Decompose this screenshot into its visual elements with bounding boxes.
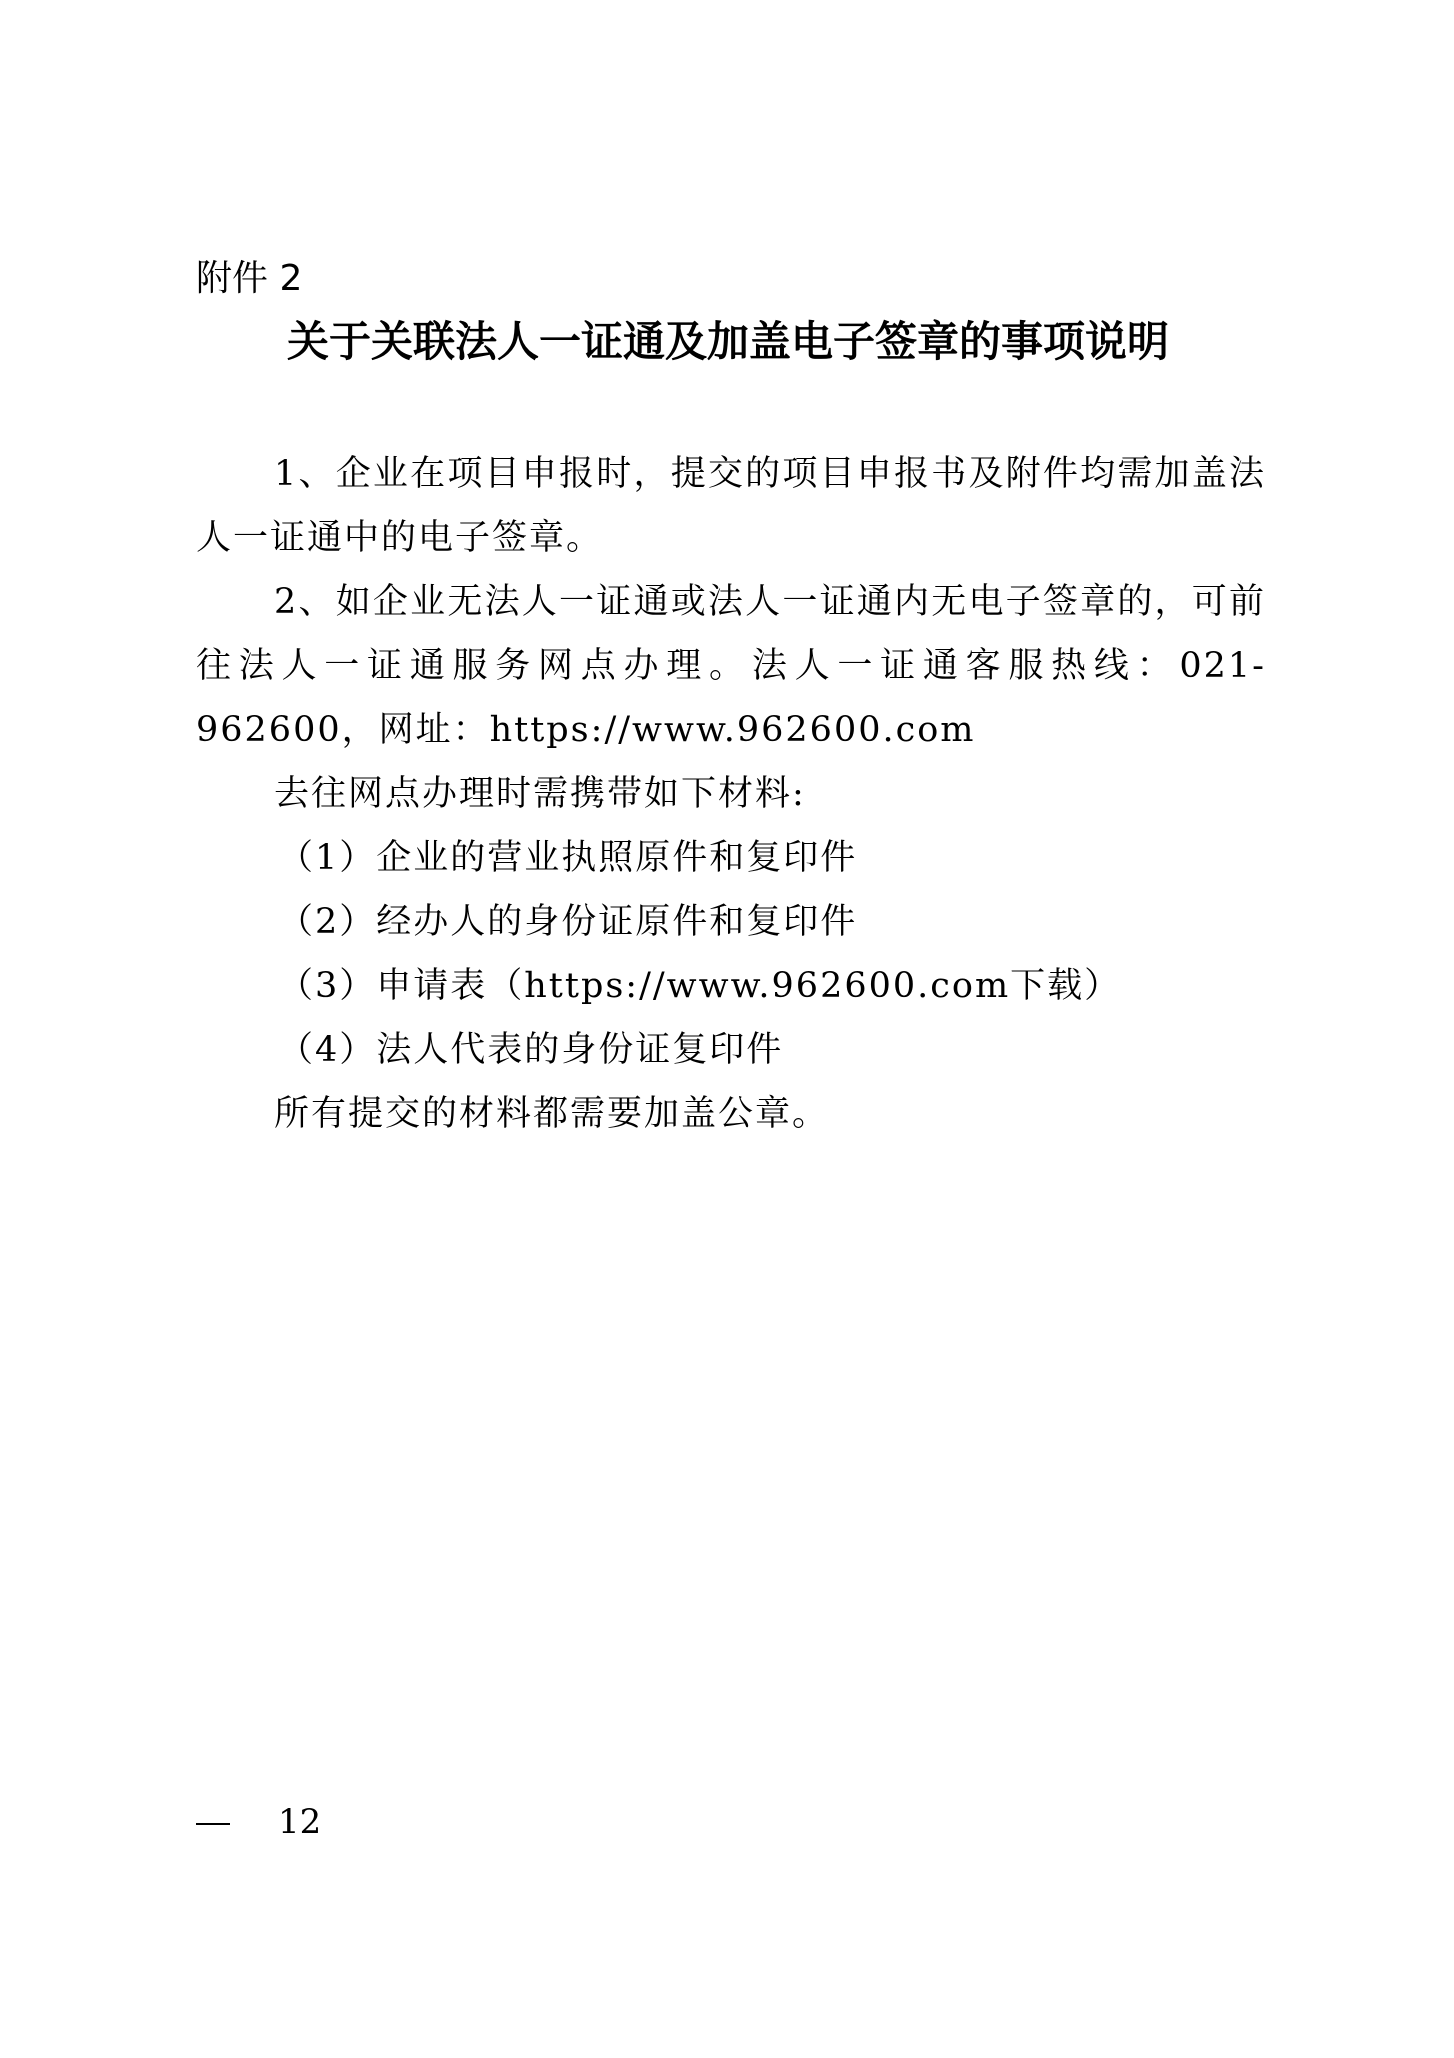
attachment-label: 附件 2 bbox=[196, 258, 303, 299]
footer-dash bbox=[196, 1823, 230, 1825]
material-item-1: （1）企业的营业执照原件和复印件 bbox=[278, 838, 858, 878]
closing-note: 所有提交的材料都需要加盖公章。 bbox=[274, 1094, 830, 1134]
paragraph-2: 2、如企业无法人一证通或法人一证通内无电子签章的，可前往法人一证通服务网点办理。法人一证通客服热线：021-962600，网址：https://www.962600.com bbox=[196, 582, 1266, 750]
material-item-2: （2）经办人的身份证原件和复印件 bbox=[278, 902, 858, 942]
page-number: 12 bbox=[278, 1802, 322, 1842]
document-title: 关于关联法人一证通及加盖电子签章的事项说明 bbox=[286, 317, 1169, 366]
paragraph-1: 1、企业在项目申报时，提交的项目申报书及附件均需加盖法人一证通中的电子签章。 bbox=[196, 454, 1266, 558]
document-body bbox=[196, 442, 1266, 1146]
materials-intro: 去往网点办理时需携带如下材料: bbox=[274, 774, 806, 814]
material-item-3: （3）申请表（https://www.962600.com下载） bbox=[278, 966, 1122, 1006]
material-item-4: （4）法人代表的身份证复印件 bbox=[278, 1030, 784, 1070]
page-footer bbox=[196, 1800, 321, 1844]
